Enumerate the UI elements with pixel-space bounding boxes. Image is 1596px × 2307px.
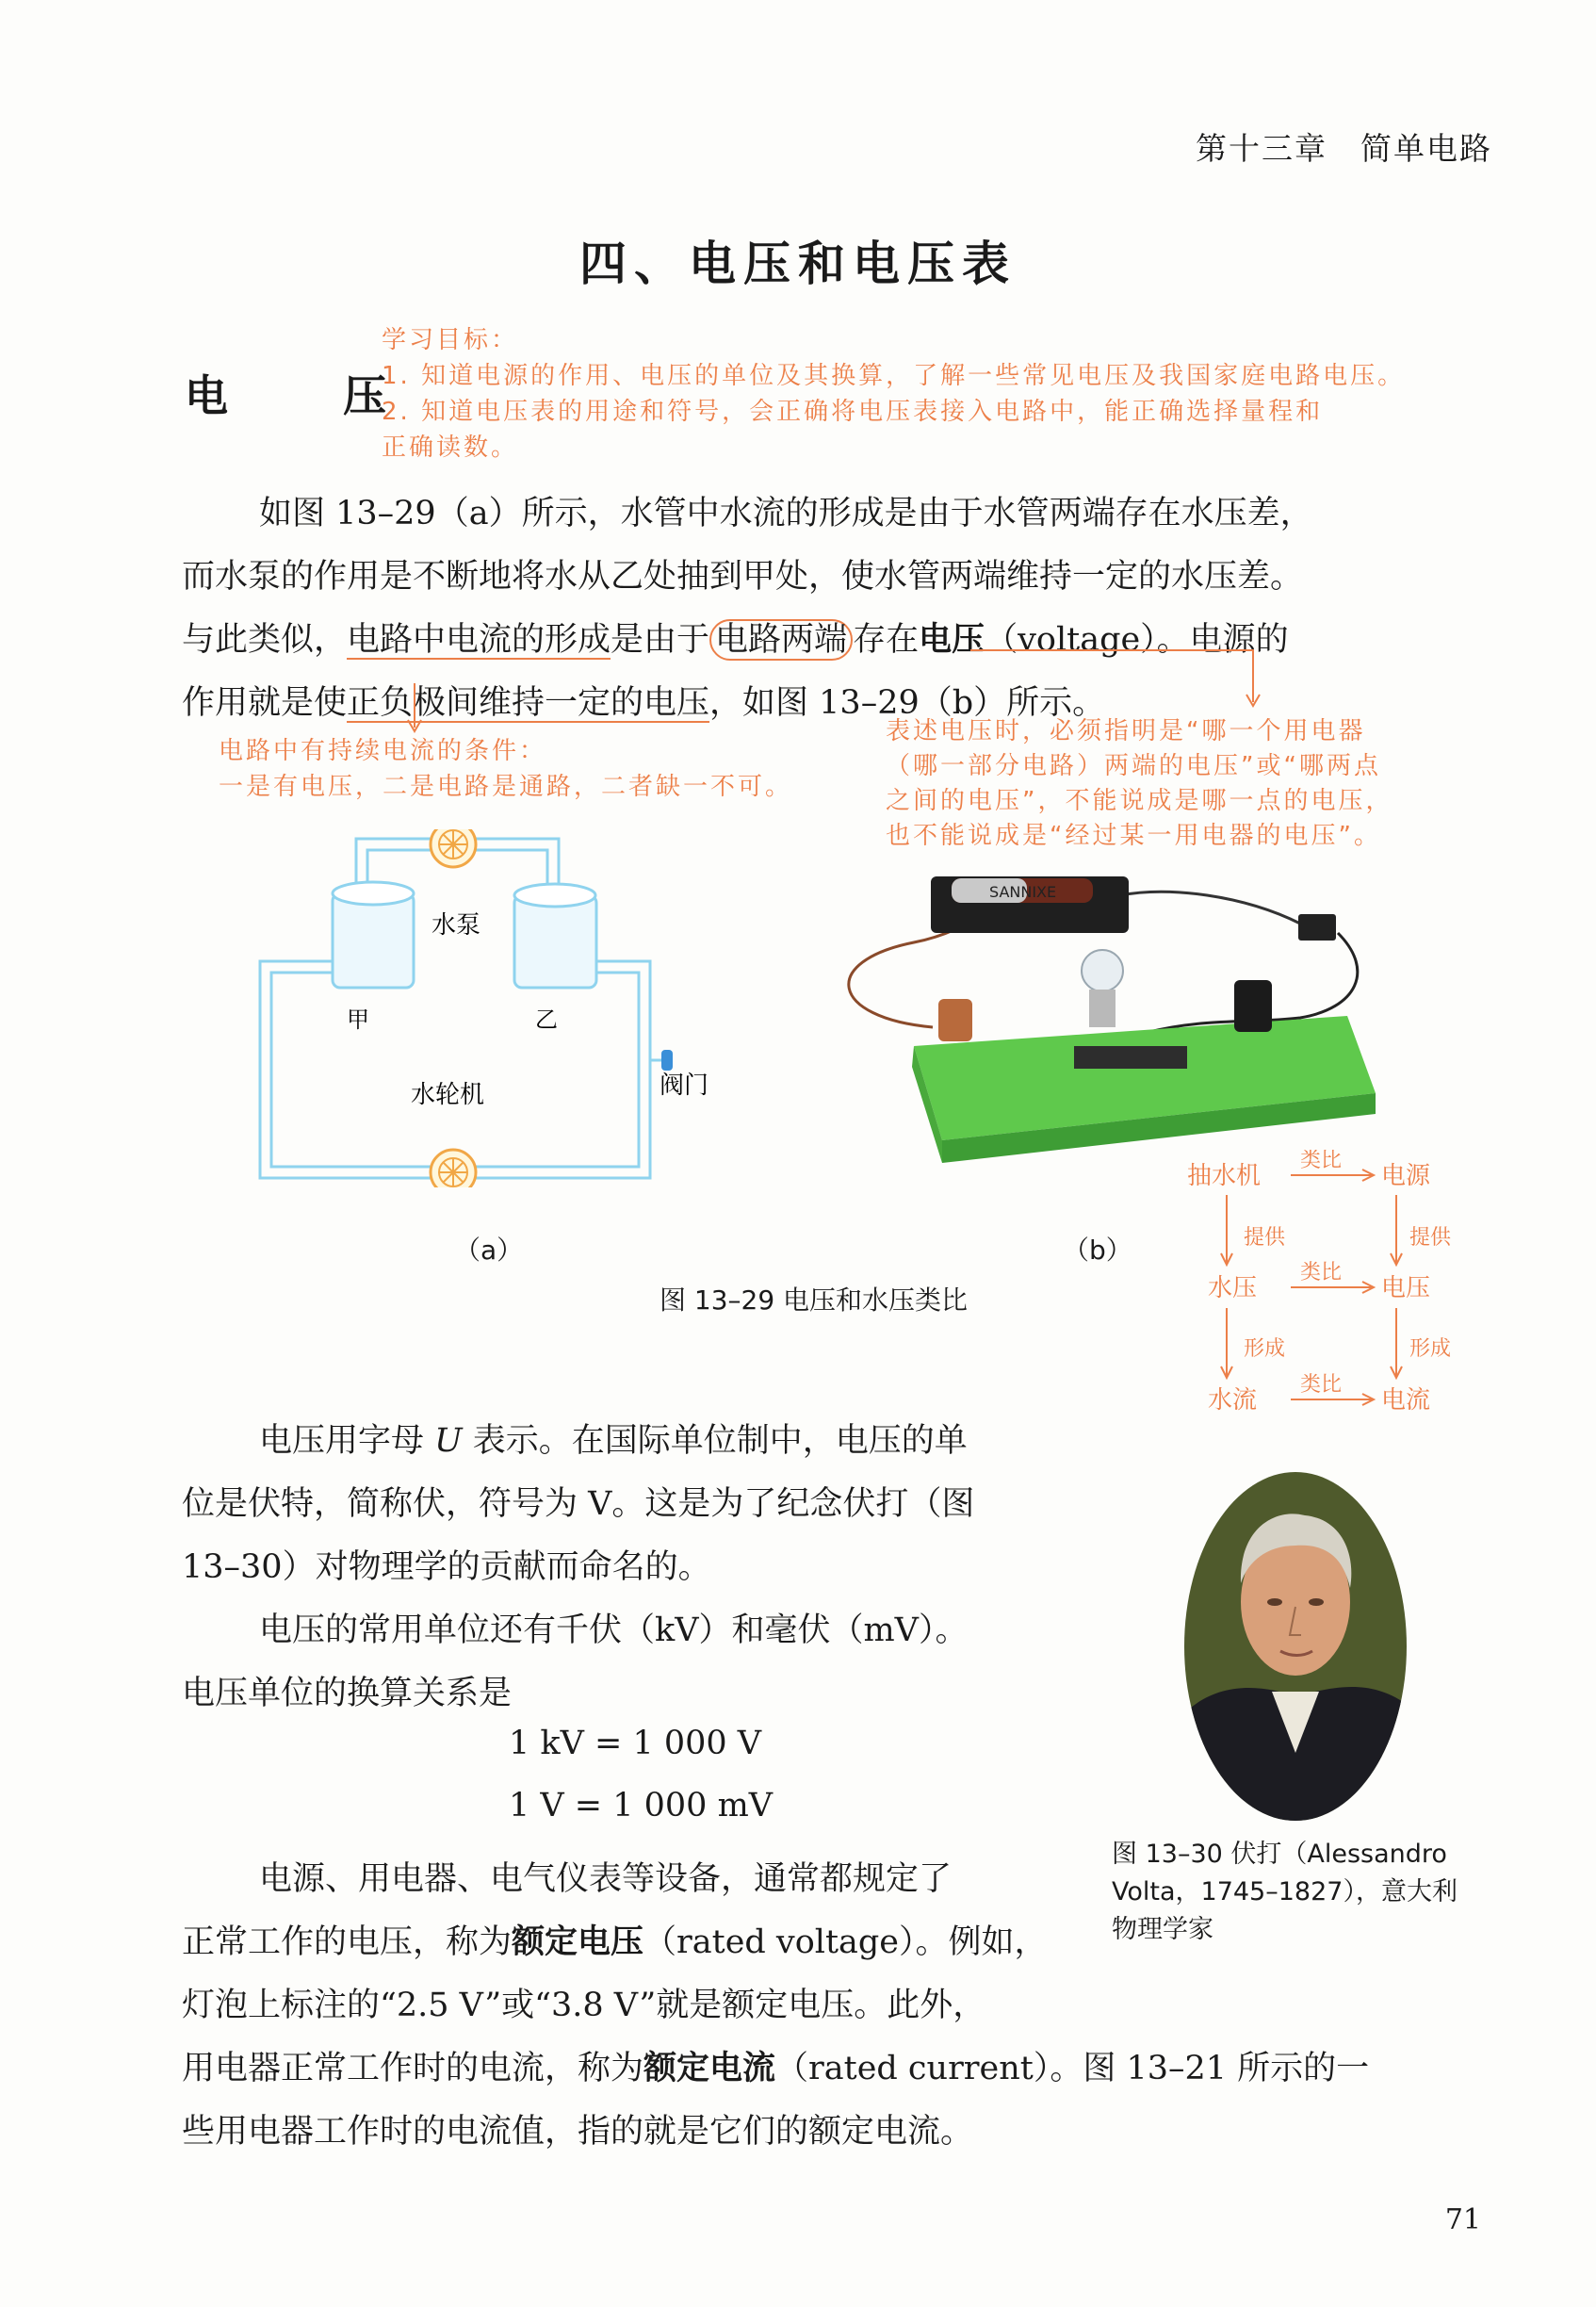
text-line: 13–30）对物理学的贡献而命名的。 xyxy=(182,1548,711,1586)
label-turbine: 水轮机 xyxy=(411,1081,485,1109)
underlined-maintain-voltage: 正负极间维持一定的电压 xyxy=(347,684,710,722)
analogy-pressure: 水压 xyxy=(1208,1274,1258,1302)
note-line: 之间的电压”，不能说成是哪一点的电压， xyxy=(886,787,1393,815)
note-line: 表述电压时，必须指明是“哪一个用电器 xyxy=(886,717,1366,745)
term-voltage: 电压 xyxy=(919,621,985,659)
analogy-current: 电流 xyxy=(1381,1386,1431,1415)
section-heading: 电 压 xyxy=(185,370,422,421)
text-span: （rated voltage）。例如， xyxy=(643,1923,1048,1961)
water-circuit-diagram xyxy=(252,829,742,1187)
text-span: 正常工作的电压，称为 xyxy=(182,1923,513,1961)
battery-label: SANNIXE xyxy=(989,883,1057,901)
note-line: 电路中有持续电流的条件： xyxy=(219,737,547,765)
objective-item-2: 2. 知道电压表的用途和符号，会正确将电压表接入电路中，能正确选择量程和 xyxy=(382,398,1324,426)
analogy-provide: 提供 xyxy=(1409,1226,1452,1250)
text-span: 用电器正常工作时的电流，称为 xyxy=(182,2050,644,2087)
analogy-compare: 类比 xyxy=(1300,1373,1343,1397)
label-pump: 水泵 xyxy=(432,911,481,940)
analogy-compare: 类比 xyxy=(1300,1150,1343,1172)
text-line: 电压的常用单位还有千伏（kV）和毫伏（mV）。 xyxy=(259,1612,969,1649)
note-voltage-statement xyxy=(886,714,1392,854)
analogy-source: 电源 xyxy=(1381,1162,1431,1190)
text-span: 表示。在国际单位制中，电压的单 xyxy=(462,1422,968,1460)
terminal-left xyxy=(938,999,972,1041)
text-span: （rated current）。图 13–21 所示的一 xyxy=(775,2050,1370,2087)
text-line: 电压单位的换算关系是 xyxy=(182,1675,513,1712)
circuit-board-photo xyxy=(810,858,1404,1178)
switch-icon xyxy=(1298,914,1336,941)
analogy-form: 形成 xyxy=(1409,1337,1452,1361)
note-line: 也不能说成是“经过某一用电器的电压”。 xyxy=(886,822,1381,850)
figure-caption-13-29: 图 13–29 电压和水压类比 xyxy=(660,1284,969,1316)
terminal-right xyxy=(1234,980,1272,1032)
objectives-title: 学习目标： xyxy=(382,326,519,354)
text-line: 如图 13–29（a）所示，水管中水流的形成是由于水管两端存在水压差， xyxy=(259,495,1313,532)
text-span: ，如图 13–29（b）所示。 xyxy=(709,684,1106,722)
label-valve: 阀门 xyxy=(660,1072,709,1100)
caption-line: Volta，1745–1827），意大利 xyxy=(1112,1877,1458,1906)
text-line xyxy=(182,1410,1124,1473)
volta-portrait xyxy=(1182,1470,1409,1824)
analogy-flow: 水流 xyxy=(1208,1386,1258,1415)
label-jia: 甲 xyxy=(347,1006,369,1033)
text-span: 存在 xyxy=(853,621,920,659)
text-line: 灯泡上标注的“2.5 V”或“3.8 V”就是额定电压。此外， xyxy=(182,1987,986,2024)
note-current-conditions xyxy=(219,733,792,805)
figure-caption-13-30 xyxy=(1112,1836,1489,1949)
paragraph-voltage-unit xyxy=(182,1410,1124,1726)
text-span: 电压用字母 xyxy=(259,1422,435,1460)
text-line: 位是伏特，简称伏，符号为 V。这是为了纪念伏打（图 xyxy=(182,1485,975,1523)
label-yi: 乙 xyxy=(535,1006,558,1033)
caption-line: 图 13–30 伏打（Alessandro xyxy=(1112,1840,1447,1869)
text-line: 些用电器工作时的电流值，指的就是它们的额定电流。 xyxy=(182,2113,974,2151)
formula-kv: 1 kV = 1 000 V xyxy=(509,1725,762,1762)
analogy-form: 形成 xyxy=(1244,1337,1286,1361)
pump-wheel-icon xyxy=(431,829,476,867)
page-title: 四、电压和电压表 xyxy=(579,236,1017,291)
circled-both-ends: 电路两端 xyxy=(709,619,853,661)
text-span: （voltage）。电源的 xyxy=(985,621,1289,659)
text-line xyxy=(182,2037,1548,2101)
note-line: （哪一部分电路）两端的电压”或“哪两点 xyxy=(886,752,1381,780)
analogy-provide: 提供 xyxy=(1244,1226,1286,1250)
turbine-wheel-icon xyxy=(431,1150,476,1187)
chapter-header: 第十三章 简单电路 xyxy=(1196,130,1492,167)
valve-icon xyxy=(661,1050,673,1071)
analogy-pump: 抽水机 xyxy=(1187,1162,1262,1190)
text-line: 而水泵的作用是不断地将水从乙处抽到甲处，使水管两端维持一定的水压差。 xyxy=(182,558,1304,596)
analogy-diagram xyxy=(1187,1150,1498,1423)
term-rated-voltage: 额定电压 xyxy=(512,1923,644,1961)
battery-holder xyxy=(931,876,1129,933)
figure-label-b: （b） xyxy=(1063,1235,1132,1266)
note-line: 一是有电压，二是电路是通路，二者缺一不可。 xyxy=(219,773,793,801)
text-span: 是由于 xyxy=(611,621,710,659)
formula-mv: 1 V = 1 000 mV xyxy=(509,1787,774,1824)
page-number: 71 xyxy=(1444,2203,1481,2236)
objective-item-1: 1. 知道电源的作用、电压的单位及其换算，了解一些常见电压及我国家庭电路电压。 xyxy=(382,362,1406,390)
text-line: 电源、用电器、电气仪表等设备，通常都规定了 xyxy=(259,1860,953,1898)
text-span: 作用就是使 xyxy=(182,684,348,722)
text-span: 与此类似， xyxy=(182,621,348,659)
symbol-U: U xyxy=(434,1422,463,1460)
bulb-icon xyxy=(1082,950,1123,1027)
figure-label-a: （a） xyxy=(454,1235,524,1266)
underlined-current-formation: 电路中电流的形成 xyxy=(347,621,611,659)
objective-item-2-cont: 正确读数。 xyxy=(382,434,519,462)
analogy-compare: 类比 xyxy=(1300,1261,1343,1284)
term-rated-current: 额定电流 xyxy=(643,2050,776,2087)
caption-line: 物理学家 xyxy=(1112,1915,1213,1944)
analogy-voltage: 电压 xyxy=(1381,1274,1431,1302)
green-base xyxy=(912,1016,1376,1163)
